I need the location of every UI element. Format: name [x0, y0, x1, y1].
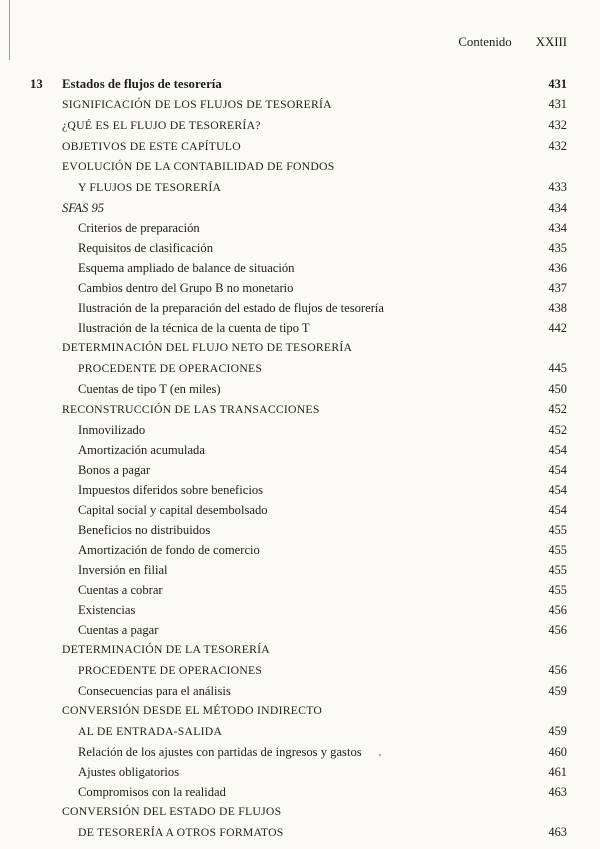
toc-entry-page: 455 — [548, 583, 567, 597]
toc-entry — [30, 500, 567, 520]
toc-entry — [30, 440, 567, 460]
toc-entry — [30, 620, 567, 640]
toc-entry — [30, 701, 567, 721]
toc-entry-page: 454 — [548, 463, 567, 477]
toc-entry-label: DETERMINACIÓN DE LA TESORERÍA — [62, 643, 270, 656]
toc-entry-label: OBJETIVOS DE ESTE CAPÍTULO — [62, 140, 241, 153]
toc-entry-page: 454 — [548, 443, 567, 457]
scan-artifact: ’ — [378, 752, 382, 764]
toc-entry-label: Existencias — [78, 603, 136, 617]
toc-entry-page: 461 — [548, 765, 567, 779]
toc-entry-page: 454 — [548, 483, 567, 497]
toc-entry-page: 432 — [548, 118, 567, 132]
toc-entry-page: 459 — [548, 684, 567, 698]
toc-entry — [30, 742, 567, 762]
toc-entry-label: DE TESORERÍA A OTROS FORMATOS — [78, 826, 284, 839]
toc-entry-label: Inversión en filial — [78, 563, 168, 577]
toc-entry — [30, 560, 567, 580]
scan-edge-line — [9, 0, 10, 60]
toc-chapter-page: 431 — [548, 77, 567, 91]
toc-entry-label: Criterios de preparación — [78, 221, 200, 235]
toc-entry — [30, 420, 567, 440]
toc-entry-label: Ilustración de la técnica de la cuenta de tipo T — [78, 321, 310, 335]
toc-entry-label: CONVERSIÓN DESDE EL MÉTODO INDIRECTO — [62, 704, 323, 717]
toc-entry-label: Beneficios no distribuidos — [78, 523, 211, 537]
toc-entry — [30, 600, 567, 620]
toc-entry — [30, 580, 567, 600]
toc-entry — [30, 358, 567, 379]
toc-entry-label: DETERMINACIÓN DEL FLUJO NETO DE TESORERÍA — [62, 341, 353, 354]
toc-entry-page: 456 — [548, 603, 567, 617]
toc-entry-page: 455 — [548, 523, 567, 537]
toc-entry-page: 456 — [548, 623, 567, 637]
toc-entry-label: Relación de los ajustes con partidas de ingresos y gastos — [78, 745, 362, 759]
toc-entry-label: Inmovilizado — [78, 423, 146, 437]
toc-chapter-label — [30, 74, 531, 94]
toc-entry-label: Impuestos diferidos sobre beneficios — [78, 483, 264, 497]
toc-entry-page: 434 — [548, 221, 567, 235]
toc-entry — [30, 258, 567, 278]
toc-entry — [30, 399, 567, 420]
toc-entry — [30, 782, 567, 802]
toc-entry — [30, 278, 567, 298]
toc-entry-page: 436 — [548, 261, 567, 275]
toc-entry — [30, 318, 567, 338]
toc-entry — [30, 298, 567, 318]
toc-entry — [30, 379, 567, 399]
toc-entry-label: Amortización de fondo de comercio — [78, 543, 260, 557]
toc-entry-label: Requisitos de clasificación — [78, 241, 213, 255]
toc-entry — [30, 238, 567, 258]
toc-entry-label: Cuentas a cobrar — [78, 583, 163, 597]
toc-entry-label: Ajustes obligatorios — [78, 765, 180, 779]
toc-entry — [30, 115, 567, 136]
toc-entry-page: 437 — [548, 281, 567, 295]
toc-entry-page: 452 — [548, 402, 567, 416]
toc-entry-page: 456 — [548, 663, 567, 677]
toc-entry — [30, 94, 567, 115]
toc-entry-label: Capital social y capital desembolsado — [78, 503, 268, 517]
running-header-folio: XXIII — [535, 35, 567, 49]
toc-entry-page: 455 — [548, 543, 567, 557]
toc-entry-label: Consecuencias para el análisis — [78, 684, 231, 698]
toc-entry-label: Compromisos con la realidad — [78, 785, 226, 799]
toc-entry — [30, 822, 567, 843]
chapter-title: Estados de flujos de tesorería — [62, 77, 222, 91]
toc-entry-page: 459 — [548, 724, 567, 738]
toc-list — [30, 74, 567, 843]
toc-entry-label: SIGNIFICACIÓN DE LOS FLUJOS DE TESORERÍA — [62, 98, 332, 111]
toc-entry-label: EVOLUCIÓN DE LA CONTABILIDAD DE FONDOS — [62, 160, 335, 173]
toc-entry — [30, 802, 567, 822]
running-header — [30, 34, 567, 50]
toc-entry-label: SFAS 95 — [62, 201, 105, 215]
toc-entry — [30, 540, 567, 560]
toc-entry — [30, 136, 567, 157]
toc-entry-label: Cuentas de tipo T (en miles) — [78, 382, 221, 396]
toc-chapter-row — [30, 74, 567, 94]
toc-entry — [30, 198, 567, 218]
toc-entry — [30, 681, 567, 701]
running-header-title: Contenido — [458, 35, 512, 49]
toc-entry-page: 463 — [548, 785, 567, 799]
toc-entry-page: 452 — [548, 423, 567, 437]
toc-entry-label: ¿QUÉ ES EL FLUJO DE TESORERÍA? — [62, 119, 261, 132]
toc-entry-label: Bonos a pagar — [78, 463, 151, 477]
toc-entry-page: 432 — [548, 139, 567, 153]
toc-entry-page: 460 — [548, 745, 567, 759]
toc-entry — [30, 157, 567, 177]
toc-entry — [30, 640, 567, 660]
toc-entry-label: PROCEDENTE DE OPERACIONES — [78, 664, 263, 677]
toc-entry-label: Cuentas a pagar — [78, 623, 159, 637]
toc-entry-page: 455 — [548, 563, 567, 577]
toc-entry-label: PROCEDENTE DE OPERACIONES — [78, 362, 263, 375]
toc-entry-label: Amortización acumulada — [78, 443, 205, 457]
toc-entry-label: Esquema ampliado de balance de situación — [78, 261, 295, 275]
toc-entry-page: 438 — [548, 301, 567, 315]
toc-entry — [30, 177, 567, 198]
toc-entry — [30, 218, 567, 238]
toc-entry-page: 454 — [548, 503, 567, 517]
toc-entry — [30, 338, 567, 358]
toc-entry — [30, 721, 567, 742]
toc-entry — [30, 480, 567, 500]
toc-entry-page: 431 — [548, 97, 567, 111]
toc-entry-label: AL DE ENTRADA-SALIDA — [78, 725, 223, 738]
toc-entry-page: 434 — [548, 201, 567, 215]
toc-entry — [30, 660, 567, 681]
toc-entry-page: 433 — [548, 180, 567, 194]
toc-entry-label: Y FLUJOS DE TESORERÍA — [78, 181, 222, 194]
toc-entry-label: Cambios dentro del Grupo B no monetario — [78, 281, 294, 295]
toc-entry — [30, 762, 567, 782]
toc-entry-label: Ilustración de la preparación del estado de flujos de tesorería — [78, 301, 384, 315]
toc-entry-label: CONVERSIÓN DEL ESTADO DE FLUJOS — [62, 805, 282, 818]
chapter-number: 13 — [30, 77, 43, 91]
toc-entry-page: 435 — [548, 241, 567, 255]
toc-entry-page: 442 — [548, 321, 567, 335]
toc-entry — [30, 460, 567, 480]
toc-entry — [30, 520, 567, 540]
toc-entry-page: 463 — [548, 825, 567, 839]
toc-entry-label: RECONSTRUCCIÓN DE LAS TRANSACCIONES — [62, 403, 320, 416]
toc-entry-page: 450 — [548, 382, 567, 396]
toc-entry-page: 445 — [548, 361, 567, 375]
